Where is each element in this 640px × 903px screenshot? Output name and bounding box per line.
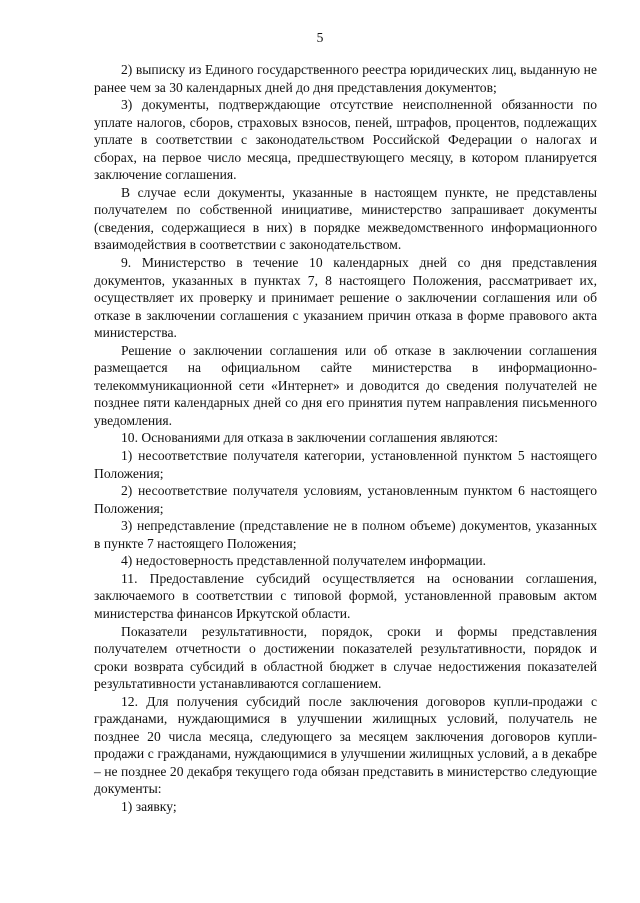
- paragraph-tax-documents: 3) документы, подтверждающие отсутствие неисполненной обязанности по уплате налогов, сборов, страховых взносов, пеней, штрафов, процентов, подлежащих уплате в соответствии с законодательством Российской Федерации о налогах и сборах, на первое число месяца, предшествующего месяцу, в котором планируется заключение соглашения.: [94, 97, 597, 183]
- paragraph-extract-egrul: 2) выписку из Единого государственного реестра юридических лиц, выданную не ранее чем за 30 календарных дней до дня представления документов;: [94, 62, 597, 95]
- paragraph-refusal-3: 3) непредставление (представление не в полном объеме) документов, указанных в пункте 7 настоящего Положения;: [94, 518, 597, 551]
- paragraph-item-10: 10. Основаниями для отказа в заключении соглашения являются:: [121, 430, 499, 446]
- paragraph-refusal-4: 4) недостоверность представленной получателем информации.: [121, 553, 487, 569]
- paragraph-performance-indicators: Показатели результативности, порядок, сроки и формы представления получателем отчетности о достижении показателей результативности, порядок и сроки возврата субсидий в областной бюджет в случае недостижения показателей результативности устанавливаются соглашением.: [94, 623, 597, 692]
- paragraph-refusal-2: 2) несоответствие получателя условиям, установленным пунктом 6 настоящего Положения;: [94, 483, 597, 516]
- paragraph-decision-publication: Решение о заключении соглашения или об отказе в заключении соглашения размещается на официальном сайте министерства в информационно-телекоммуникационной сети «Интернет» и доводится до сведения получателей не позднее пяти календарных дней со дня его принятия путем направления письменного уведомления.: [94, 342, 597, 428]
- paragraph-item-9: 9. Министерство в течение 10 календарных дней со дня представления документов, указанных в пунктах 7, 8 настоящего Положения, рассматривает их, осуществляет их проверку и принимает решение о заключении соглашения или об отказе в заключении соглашения с указанием причин отказа в форме правового акта министерства.: [94, 255, 597, 341]
- paragraph-application: 1) заявку;: [121, 798, 177, 814]
- page-number: 5: [316, 30, 324, 45]
- paragraph-refusal-1: 1) несоответствие получателя категории, установленной пунктом 5 настоящего Положения;: [94, 448, 597, 481]
- paragraph-item-11: 11. Предоставление субсидий осуществляется на основании соглашения, заключаемого в соответствии с типовой формой, установленной правовым актом министерства финансов Иркутской области.: [94, 570, 597, 621]
- paragraph-interagency-request: В случае если документы, указанные в настоящем пункте, не представлены получателем по собственной инициативе, министерство запрашивает документы (сведения, содержащиеся в них) в порядке межведомственного информационного взаимодействия в соответствии с законодательством.: [94, 184, 597, 253]
- paragraph-item-12: 12. Для получения субсидий после заключения договоров купли-продажи с гражданами, нуждающимися в улучшении жилищных условий, получатель не позднее 20 числа месяца, следующего за месяцем заключения договоров купли-продажи с гражданами, нуждающимися в улучшении жилищных условий, а в декабре – не позднее 20 декабря текущего года обязан представить в министерство следующие документы:: [94, 693, 597, 797]
- document-body: [94, 61, 597, 816]
